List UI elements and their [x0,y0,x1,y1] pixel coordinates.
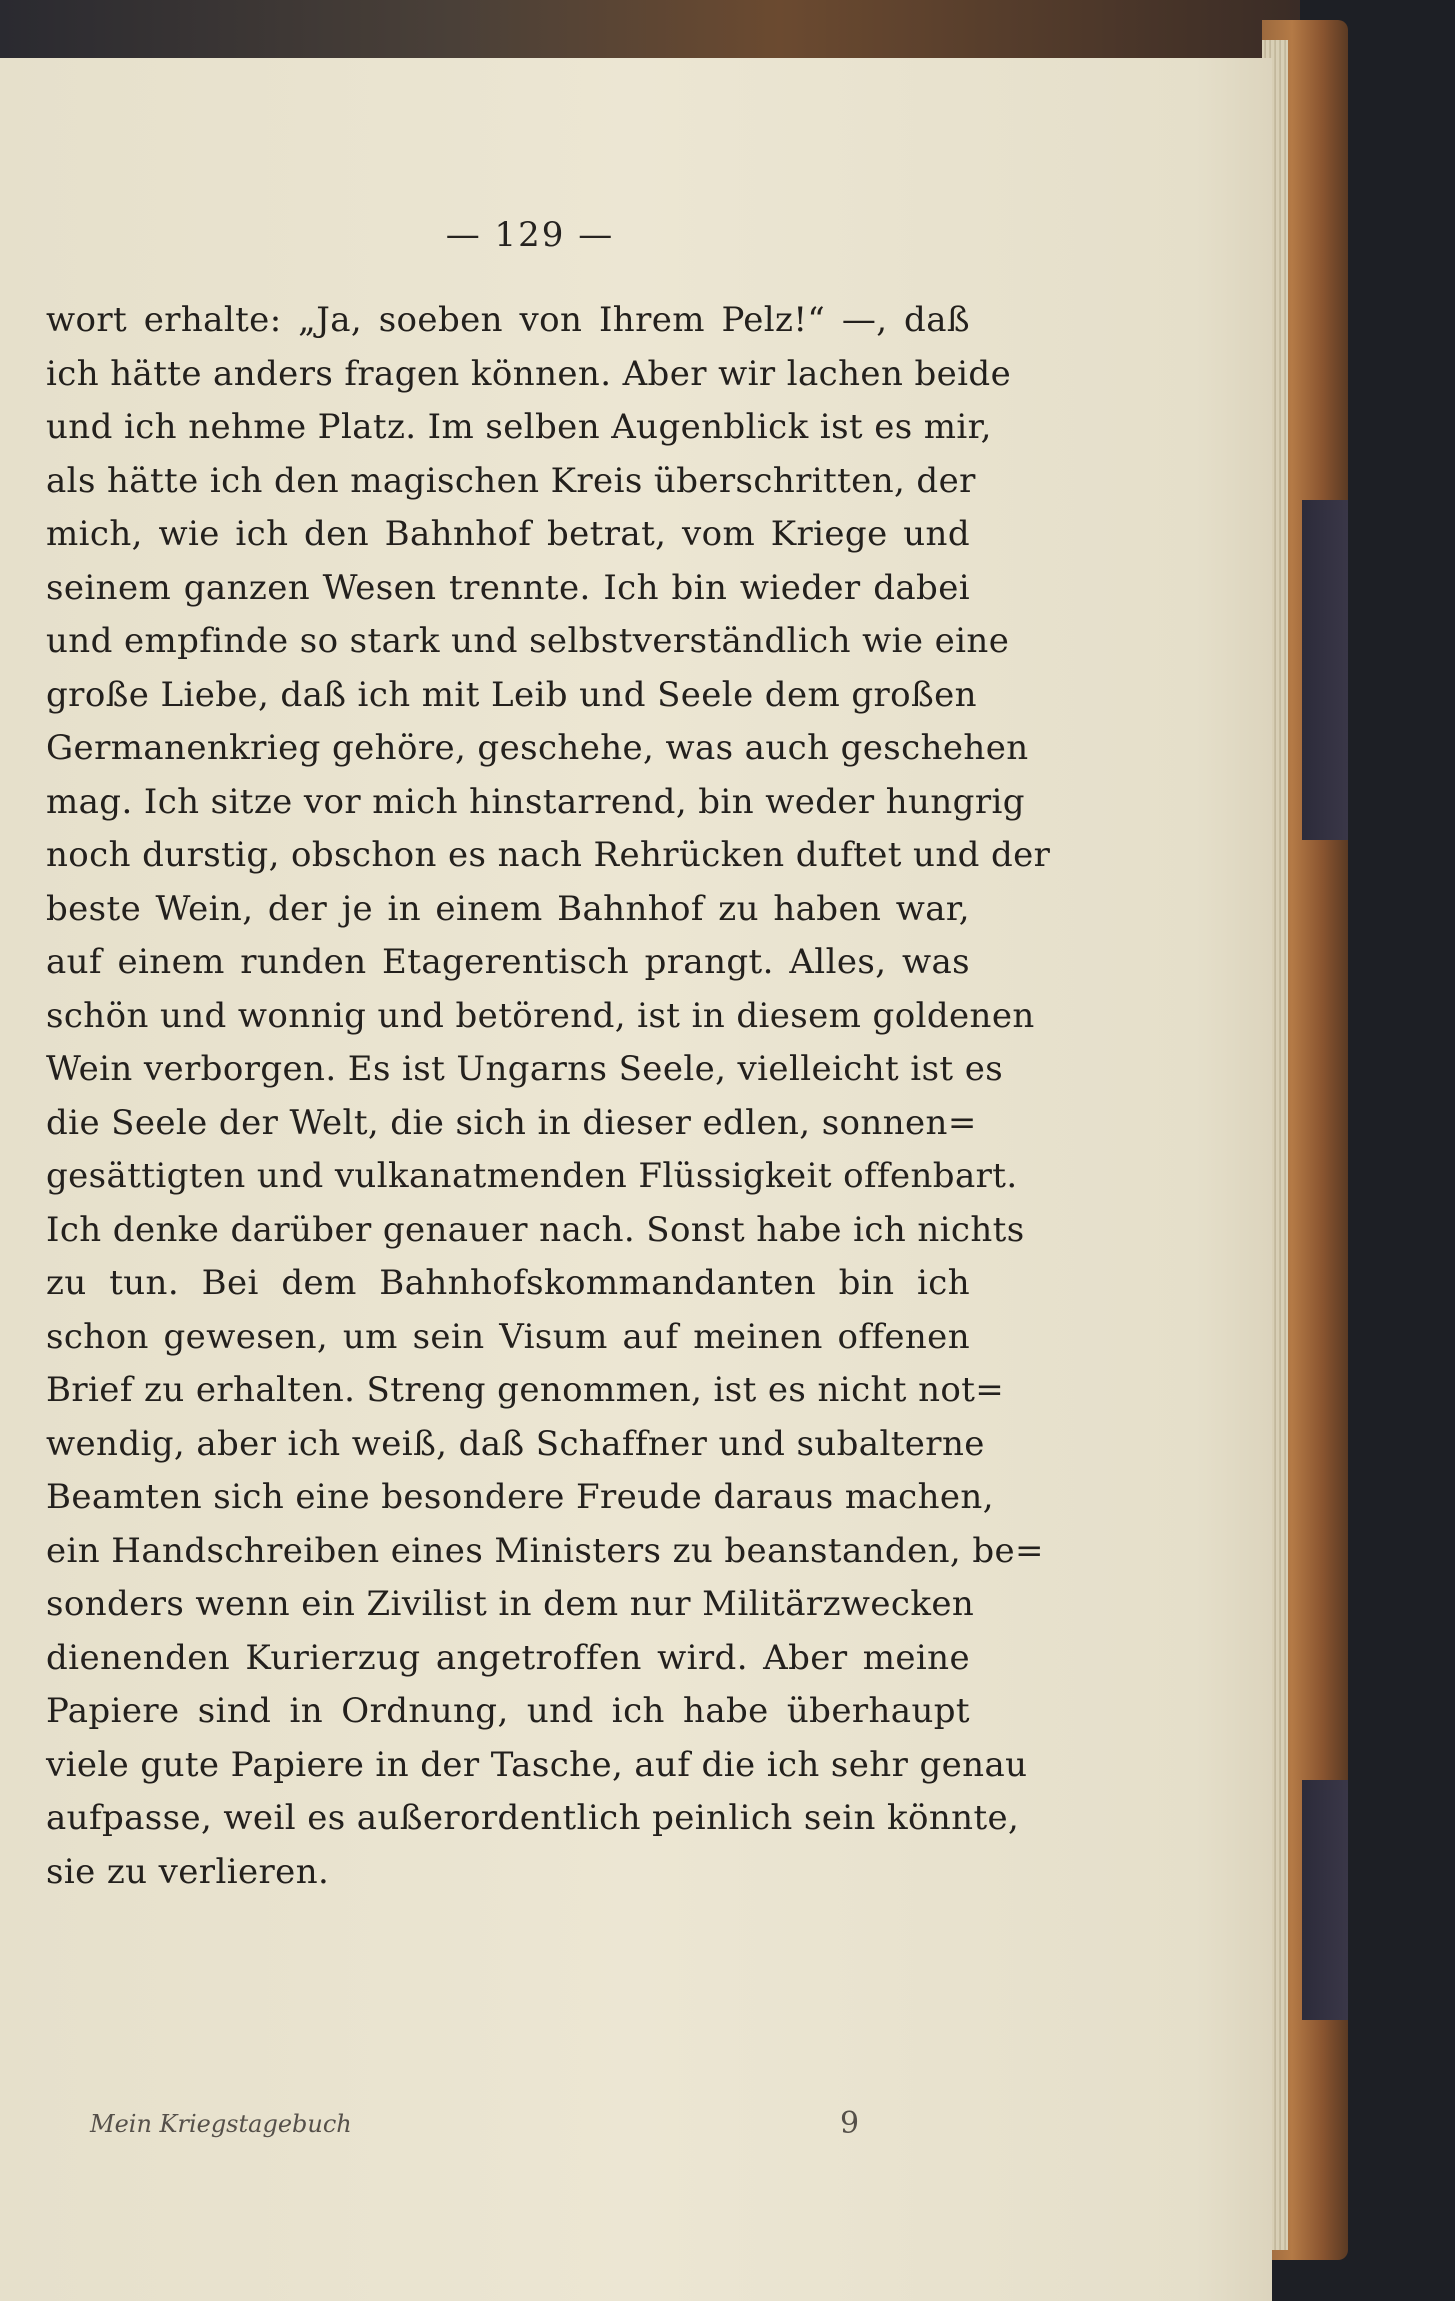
text-line: als hätte ich den magischen Kreis überschritten, der [46,460,976,501]
cover-spine-band [1302,500,1348,840]
text-line: beste Wein, der je in einem Bahnhof zu haben war, [46,888,970,929]
cover-spine-band [1302,1780,1348,2020]
text-line: ein Handschreiben eines Ministers zu beanstanden, be= [46,1530,1044,1571]
text-line: mich, wie ich den Bahnhof betrat, vom Kriege und [46,514,970,554]
text-line: viele gute Papiere in der Tasche, auf die ich sehr genau [46,1744,1028,1785]
text-line: wort erhalte: „Ja, soeben von Ihrem Pelz!“ —, daß [46,300,970,340]
text-line: wendig, aber ich weiß, daß Schaffner und subalterne [46,1423,985,1464]
text-line: Wein verborgen. Es ist Ungarns Seele, vielleicht ist es [46,1049,1004,1089]
page-number: — 129 — [445,215,615,255]
text-line: auf einem runden Etagerentisch prangt. Alles, was [46,942,970,982]
text-line: Germanenkrieg gehöre, geschehe, was auch geschehen [46,728,1029,768]
text-line: mag. Ich sitze vor mich hinstarrend, bin weder hungrig [46,781,1025,822]
text-line: seinem ganzen Wesen trennte. Ich bin wieder dabei [46,567,970,608]
text-line: zu tun. Bei dem Bahnhofskommandanten bin ich [46,1263,970,1303]
text-line: Beamten sich eine besondere Freude daraus machen, [46,1477,994,1517]
text-line: gesättigten und vulkanatmenden Flüssigkeit offenbart. [46,1156,1018,1196]
text-line: sonders wenn ein Zivilist in dem nur Militärzwecken [46,1584,975,1624]
text-line: die Seele der Welt, die sich in dieser edlen, sonnen= [46,1102,977,1143]
text-line: aufpasse, weil es außerordentlich peinlich sein könnte, [46,1798,1020,1838]
text-line: schon gewesen, um sein Visum auf meinen offenen [46,1316,970,1357]
footer-book-title: Mein Kriegstagebuch [90,2110,352,2138]
body-text [46,294,1051,1899]
page-footer [0,2106,1000,2150]
text-line: Papiere sind in Ordnung, und ich habe überhaupt [46,1691,970,1731]
text-line: und empfinde so stark und selbstverständlich wie eine [46,621,1010,661]
footer-signature-mark: 9 [840,2106,860,2141]
text-line: ich hätte anders fragen können. Aber wir lachen beide [46,353,1012,394]
text-line: Ich denke darüber genauer nach. Sonst habe ich nichts [46,1209,1025,1250]
text-line: Brief zu erhalten. Streng genommen, ist es nicht not= [46,1370,1005,1410]
text-line: dienenden Kurierzug angetroffen wird. Aber meine [46,1637,970,1678]
text-line: sie zu verlieren. [46,1851,330,1892]
text-line: schön und wonnig und betörend, ist in diesem goldenen [46,995,1035,1036]
book-cover-top-edge [0,0,1300,60]
text-line: und ich nehme Platz. Im selben Augenblick ist es mir, [46,407,992,447]
text-line: große Liebe, daß ich mit Leib und Seele dem großen [46,674,977,715]
text-line: noch durstig, obschon es nach Rehrücken duftet und der [46,835,1051,875]
